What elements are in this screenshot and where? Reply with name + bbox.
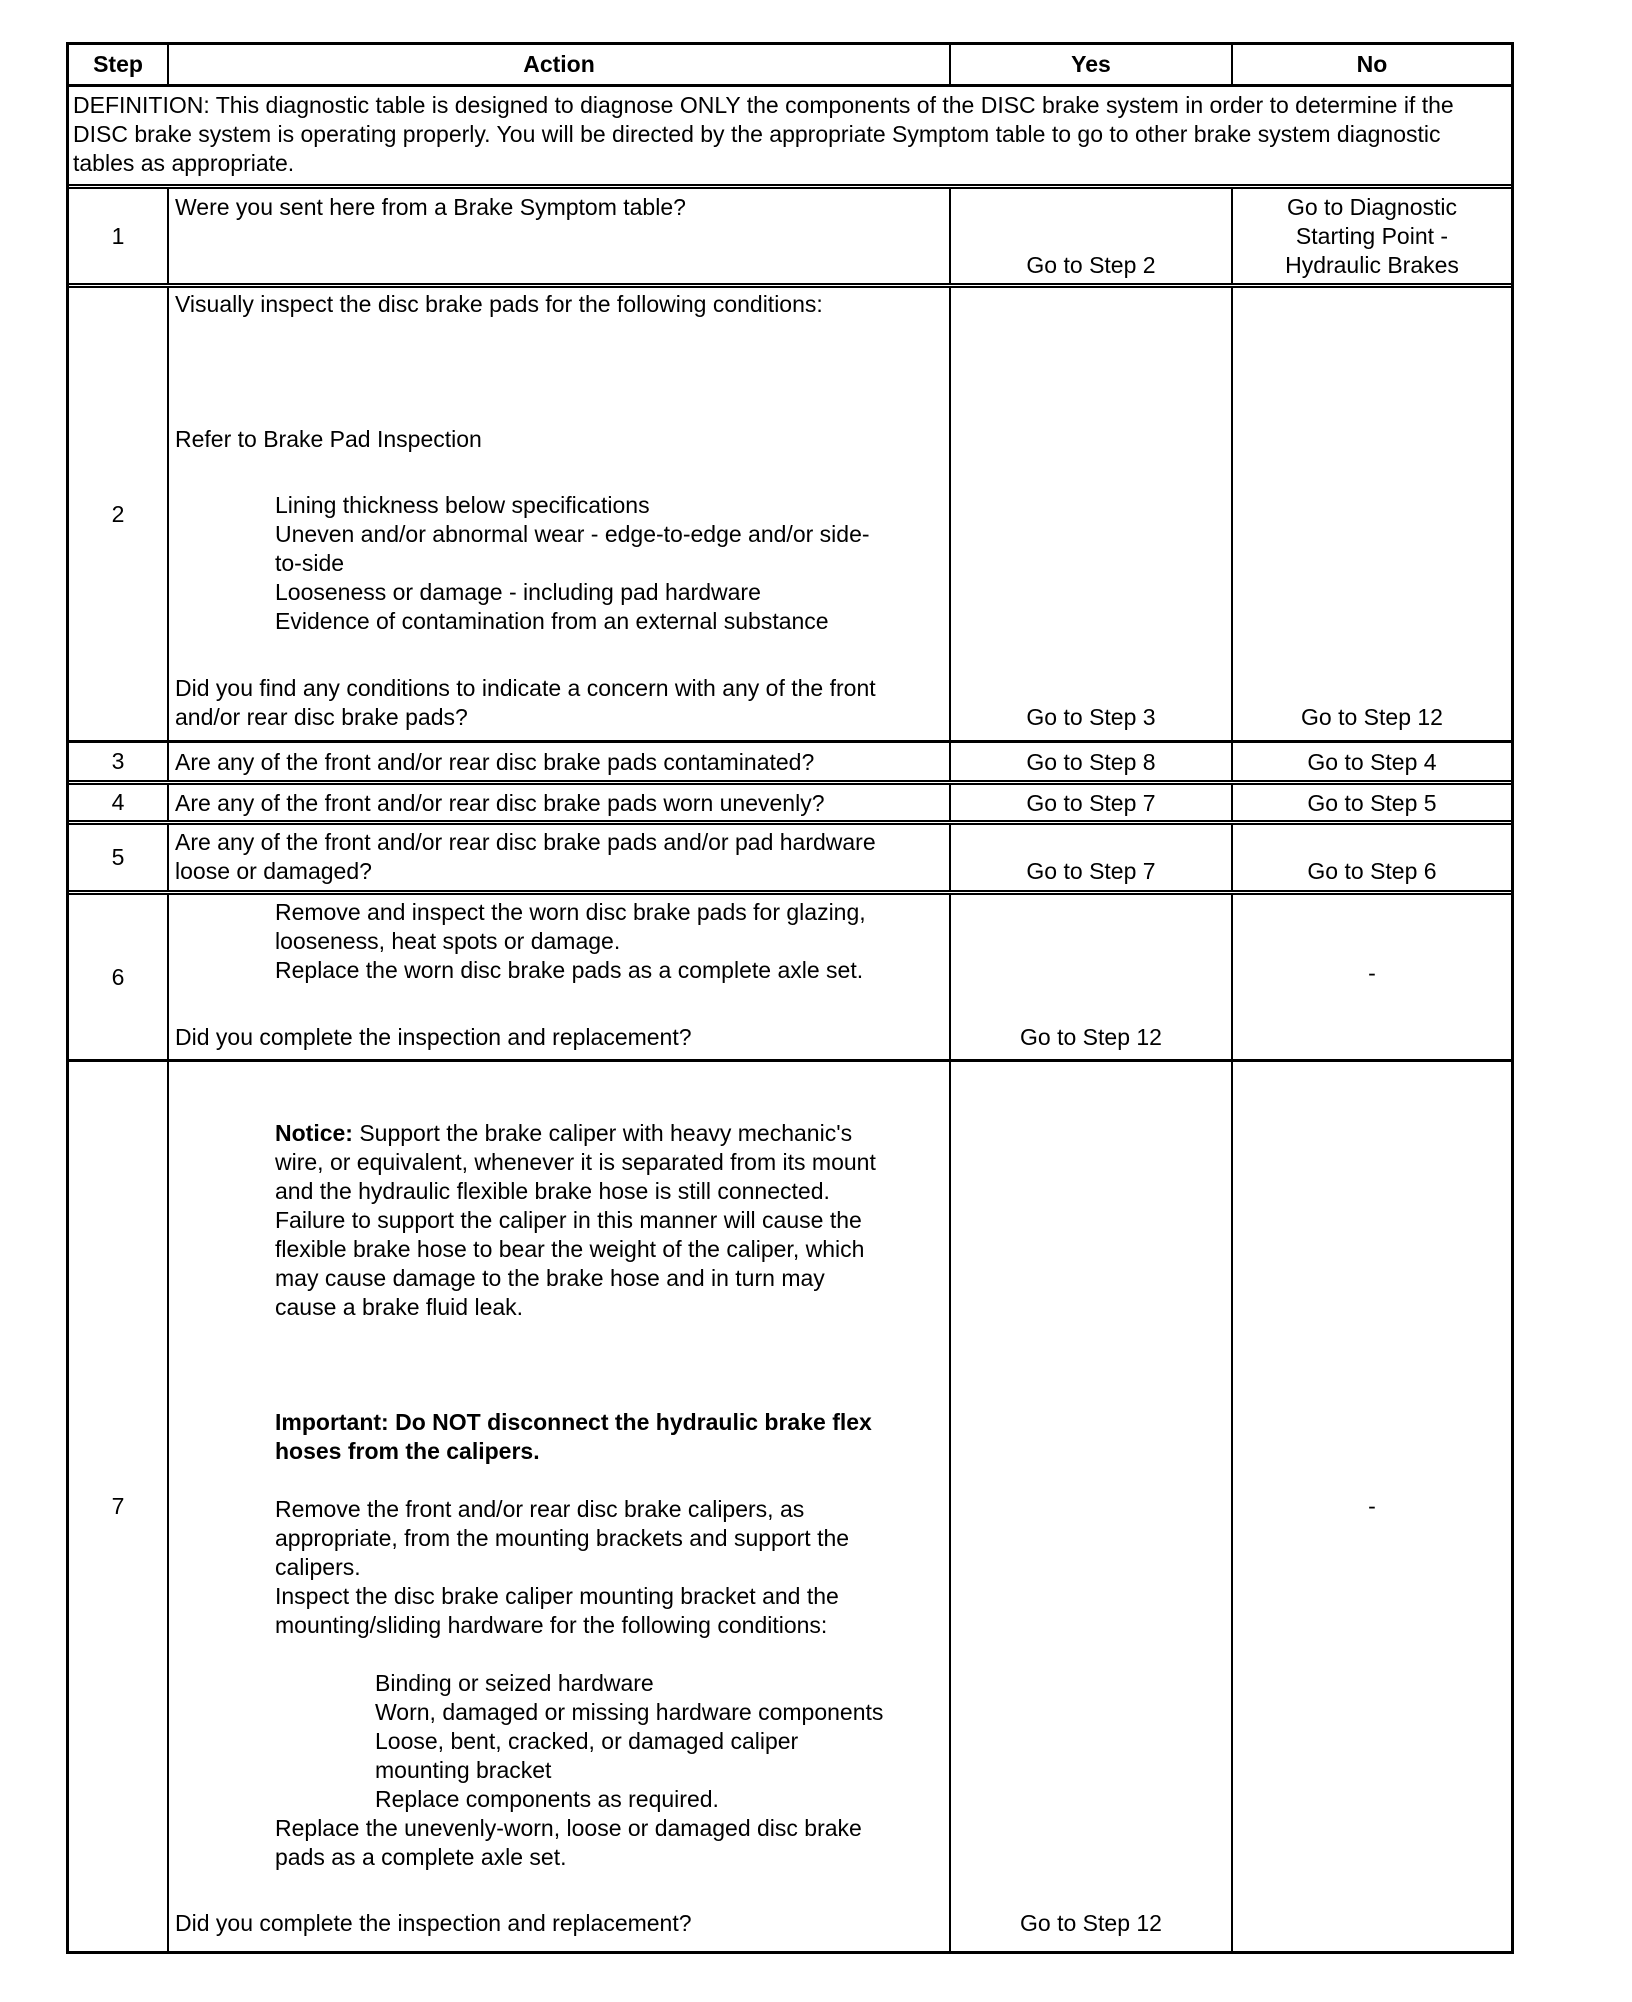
step-number: 1 xyxy=(69,189,169,283)
table-row xyxy=(69,189,1511,288)
step-question: Are any of the front and/or rear disc brake pads contaminated? xyxy=(175,749,815,775)
notice-line: and the hydraulic flexible brake hose is still connected. xyxy=(275,1178,830,1204)
yes-action: Go to Step 12 xyxy=(1020,1910,1162,1936)
header-action: Action xyxy=(169,45,951,84)
condition-item: mounting bracket xyxy=(375,1757,552,1783)
condition-item: Loose, bent, cracked, or damaged caliper xyxy=(375,1728,799,1754)
step-question: Are any of the front and/or rear disc brake pads worn unevenly? xyxy=(175,790,825,816)
step-instruction: appropriate, from the mounting brackets and support the xyxy=(275,1525,850,1551)
step-question: Are any of the front and/or rear disc brake pads and/or pad hardware xyxy=(175,829,876,855)
no-action: - xyxy=(1368,960,1376,986)
step-instruction: Remove the front and/or rear disc brake calipers, as xyxy=(275,1496,805,1522)
header-yes: Yes xyxy=(951,45,1233,84)
condition-item: to-side xyxy=(275,550,345,576)
definition-text: DEFINITION: This diagnostic table is designed to diagnose ONLY the components of the DISC brake system in order to determine if the DISC brake system is operating properly. You will be directed by the appropriate Symptom table to go to other brake system diagnostic tables as appropriate. xyxy=(73,92,1454,176)
step-instruction: Replace the worn disc brake pads as a complete axle set. xyxy=(275,957,864,983)
yes-action: Go to Step 12 xyxy=(1020,1024,1162,1050)
notice-line: wire, or equivalent, whenever it is separated from its mount xyxy=(275,1149,876,1175)
step-instruction: pads as a complete axle set. xyxy=(275,1844,567,1870)
yes-action: Go to Step 3 xyxy=(1026,704,1156,730)
step-number: 7 xyxy=(69,1062,169,1951)
step-instruction: Remove and inspect the worn disc brake pads for glazing, xyxy=(275,899,866,925)
notice-line: Support the brake caliper with heavy mechanic's xyxy=(352,1120,853,1146)
table-row xyxy=(69,785,1511,825)
notice-line: cause a brake fluid leak. xyxy=(275,1294,524,1320)
table-row xyxy=(69,288,1511,743)
yes-action: Go to Step 7 xyxy=(1026,790,1156,816)
step-instruction: Inspect the disc brake caliper mounting bracket and the xyxy=(275,1583,839,1609)
header-no: No xyxy=(1356,51,1388,77)
definition-row xyxy=(69,87,1511,189)
step-number: 5 xyxy=(69,825,169,890)
step-instruction: Replace the unevenly-worn, loose or damaged disc brake xyxy=(275,1815,862,1841)
step-instruction: looseness, heat spots or damage. xyxy=(275,928,621,954)
step-number: 2 xyxy=(69,288,169,740)
notice-line: Failure to support the caliper in this manner will cause the xyxy=(275,1207,862,1233)
yes-action: Go to Step 7 xyxy=(1026,858,1156,884)
yes-action: Go to Step 2 xyxy=(1026,252,1156,278)
step-question: and/or rear disc brake pads? xyxy=(175,704,468,730)
condition-item: Uneven and/or abnormal wear - edge-to-edge and/or side- xyxy=(275,521,870,547)
no-action-line: Starting Point - xyxy=(1295,223,1449,249)
condition-item: Looseness or damage - including pad hardware xyxy=(275,579,761,605)
condition-item: Lining thickness below specifications xyxy=(275,492,650,518)
table-row xyxy=(69,743,1511,785)
step-number: 3 xyxy=(69,743,169,780)
condition-item: Replace components as required. xyxy=(375,1786,719,1812)
header-step: Step xyxy=(69,45,169,84)
step-number: 6 xyxy=(69,895,169,1059)
step-question: Did you find any conditions to indicate a concern with any of the front xyxy=(175,675,876,701)
condition-item: Worn, damaged or missing hardware components xyxy=(375,1699,884,1725)
header-row xyxy=(69,45,1511,87)
yes-action: Go to Step 8 xyxy=(1026,749,1156,775)
no-action: Go to Step 6 xyxy=(1307,858,1437,884)
table-row xyxy=(69,895,1511,1062)
important-line: Important: Do NOT disconnect the hydraulic brake flex xyxy=(275,1409,872,1435)
no-action: - xyxy=(1368,1493,1376,1519)
no-action: Go to Step 12 xyxy=(1301,704,1443,730)
reference-text: Refer to Brake Pad Inspection xyxy=(175,426,482,452)
step-instruction: Visually inspect the disc brake pads for the following conditions: xyxy=(175,291,823,317)
step-question: Did you complete the inspection and replacement? xyxy=(175,1910,692,1936)
condition-item: Binding or seized hardware xyxy=(375,1670,654,1696)
table-row xyxy=(69,1062,1511,1951)
notice-line: may cause damage to the brake hose and in turn may xyxy=(275,1265,825,1291)
important-line: hoses from the calipers. xyxy=(275,1438,540,1464)
notice-text xyxy=(275,1119,852,1148)
no-action-line: Hydraulic Brakes xyxy=(1285,252,1459,278)
no-action-line: Go to Diagnostic xyxy=(1286,194,1458,220)
notice-label: Notice: xyxy=(275,1120,353,1146)
table-row xyxy=(69,825,1511,895)
step-question: Did you complete the inspection and replacement? xyxy=(175,1024,692,1050)
notice-line: flexible brake hose to bear the weight of the caliper, which xyxy=(275,1236,865,1262)
condition-item: Evidence of contamination from an external substance xyxy=(275,608,829,634)
step-question: loose or damaged? xyxy=(175,858,372,884)
step-question: Were you sent here from a Brake Symptom table? xyxy=(175,194,686,220)
diagnostic-table xyxy=(66,42,1514,1954)
no-action: Go to Step 4 xyxy=(1307,749,1437,775)
no-action: Go to Step 5 xyxy=(1307,790,1437,816)
step-instruction: calipers. xyxy=(275,1554,361,1580)
step-instruction: mounting/sliding hardware for the following conditions: xyxy=(275,1612,828,1638)
step-number: 4 xyxy=(69,785,169,820)
